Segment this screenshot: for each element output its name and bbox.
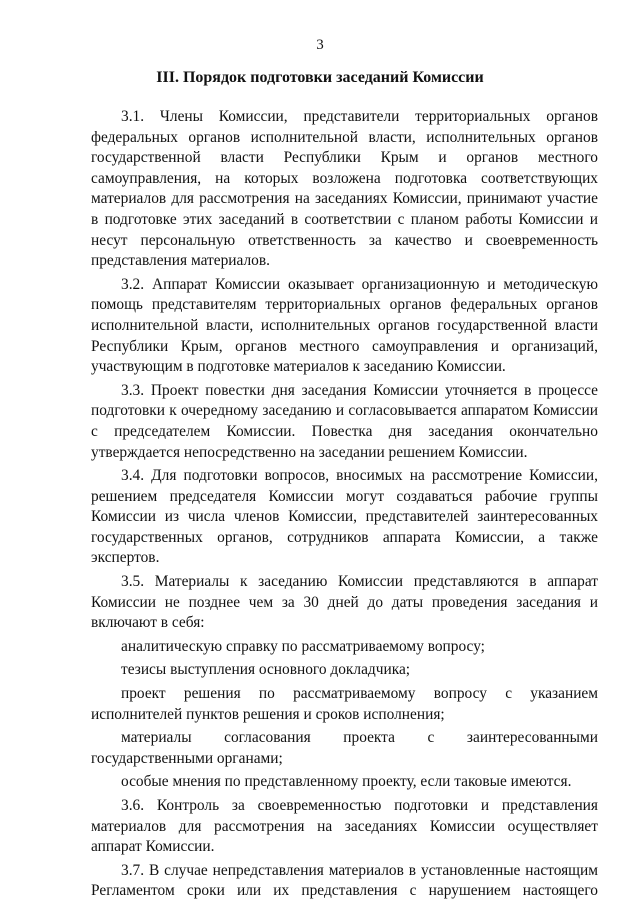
document-body: [91, 107, 598, 905]
list-item-approval-materials: материалы согласования проекта с заинтересованными государственными органами;: [91, 729, 598, 767]
paragraph-3-2: 3.2. Аппарат Комиссии оказывает организационную и методическую помощь представителям территориальных органов федеральных органов исполнительной власти, исполнительных органов государственной власти Республики Крым, органов местного самоуправления и организаций, участвующим в подготовке материалов к заседанию Комиссии.: [91, 275, 598, 376]
list-item-draft-decision: проект решения по рассматриваемому вопросу с указанием исполнителей пунктов решения и сроков исполнения;: [91, 685, 598, 723]
paragraph-3-7: 3.7. В случае непредставления материалов в установленные настоящим Регламентом сроки или их представления с нарушением настоящего: [91, 861, 598, 900]
paragraph-3-5: 3.5. Материалы к заседанию Комиссии представляются в аппарат Комиссии не позднее чем за 30 дней до даты проведения заседания и включают в себя:: [91, 573, 598, 632]
page-number: 3: [316, 37, 324, 53]
paragraph-3-6: 3.6. Контроль за своевременностью подготовки и представления материалов для рассмотрения на заседаниях Комиссии осуществляет аппарат Комиссии.: [91, 797, 598, 856]
list-item-speaker-theses: тезисы выступления основного докладчика;: [121, 661, 411, 679]
paragraph-3-1: 3.1. Члены Комиссии, представители территориальных органов федеральных органов исполнительной власти, исполнительных органов государственной власти Республики Крым и органов местного самоуправления, на которых возложена подготовка соответствующих материалов для рассмотрения на заседаниях Комиссии, принимают участие в подготовке этих заседаний в соответствии с планом работы Комиссии и несут персональную ответственность за качество и своевременность представления материалов.: [91, 108, 598, 270]
list-item-analytical-note: аналитическую справку по рассматриваемому вопросу;: [121, 637, 485, 655]
section-title: III. Порядок подготовки заседаний Комиссии: [156, 69, 484, 86]
paragraph-3-4: 3.4. Для подготовки вопросов, вносимых на рассмотрение Комиссии, решением председателя Комиссии могут создаваться рабочие группы Комиссии из числа членов Комиссии, представителей заинтересованных государственных органов, сотрудников аппарата Комиссии, а также экспертов.: [91, 467, 598, 567]
paragraph-3-3: 3.3. Проект повестки дня заседания Комиссии уточняется в процессе подготовки к очередному заседанию и согласовывается аппаратом Комиссии с председателем Комиссии. Повестка дня заседания окончательно утверждается непосредственно на заседании решением Комиссии.: [91, 381, 598, 461]
list-item-dissenting-opinions: особые мнения по представленному проекту, если таковые имеются.: [121, 773, 572, 791]
